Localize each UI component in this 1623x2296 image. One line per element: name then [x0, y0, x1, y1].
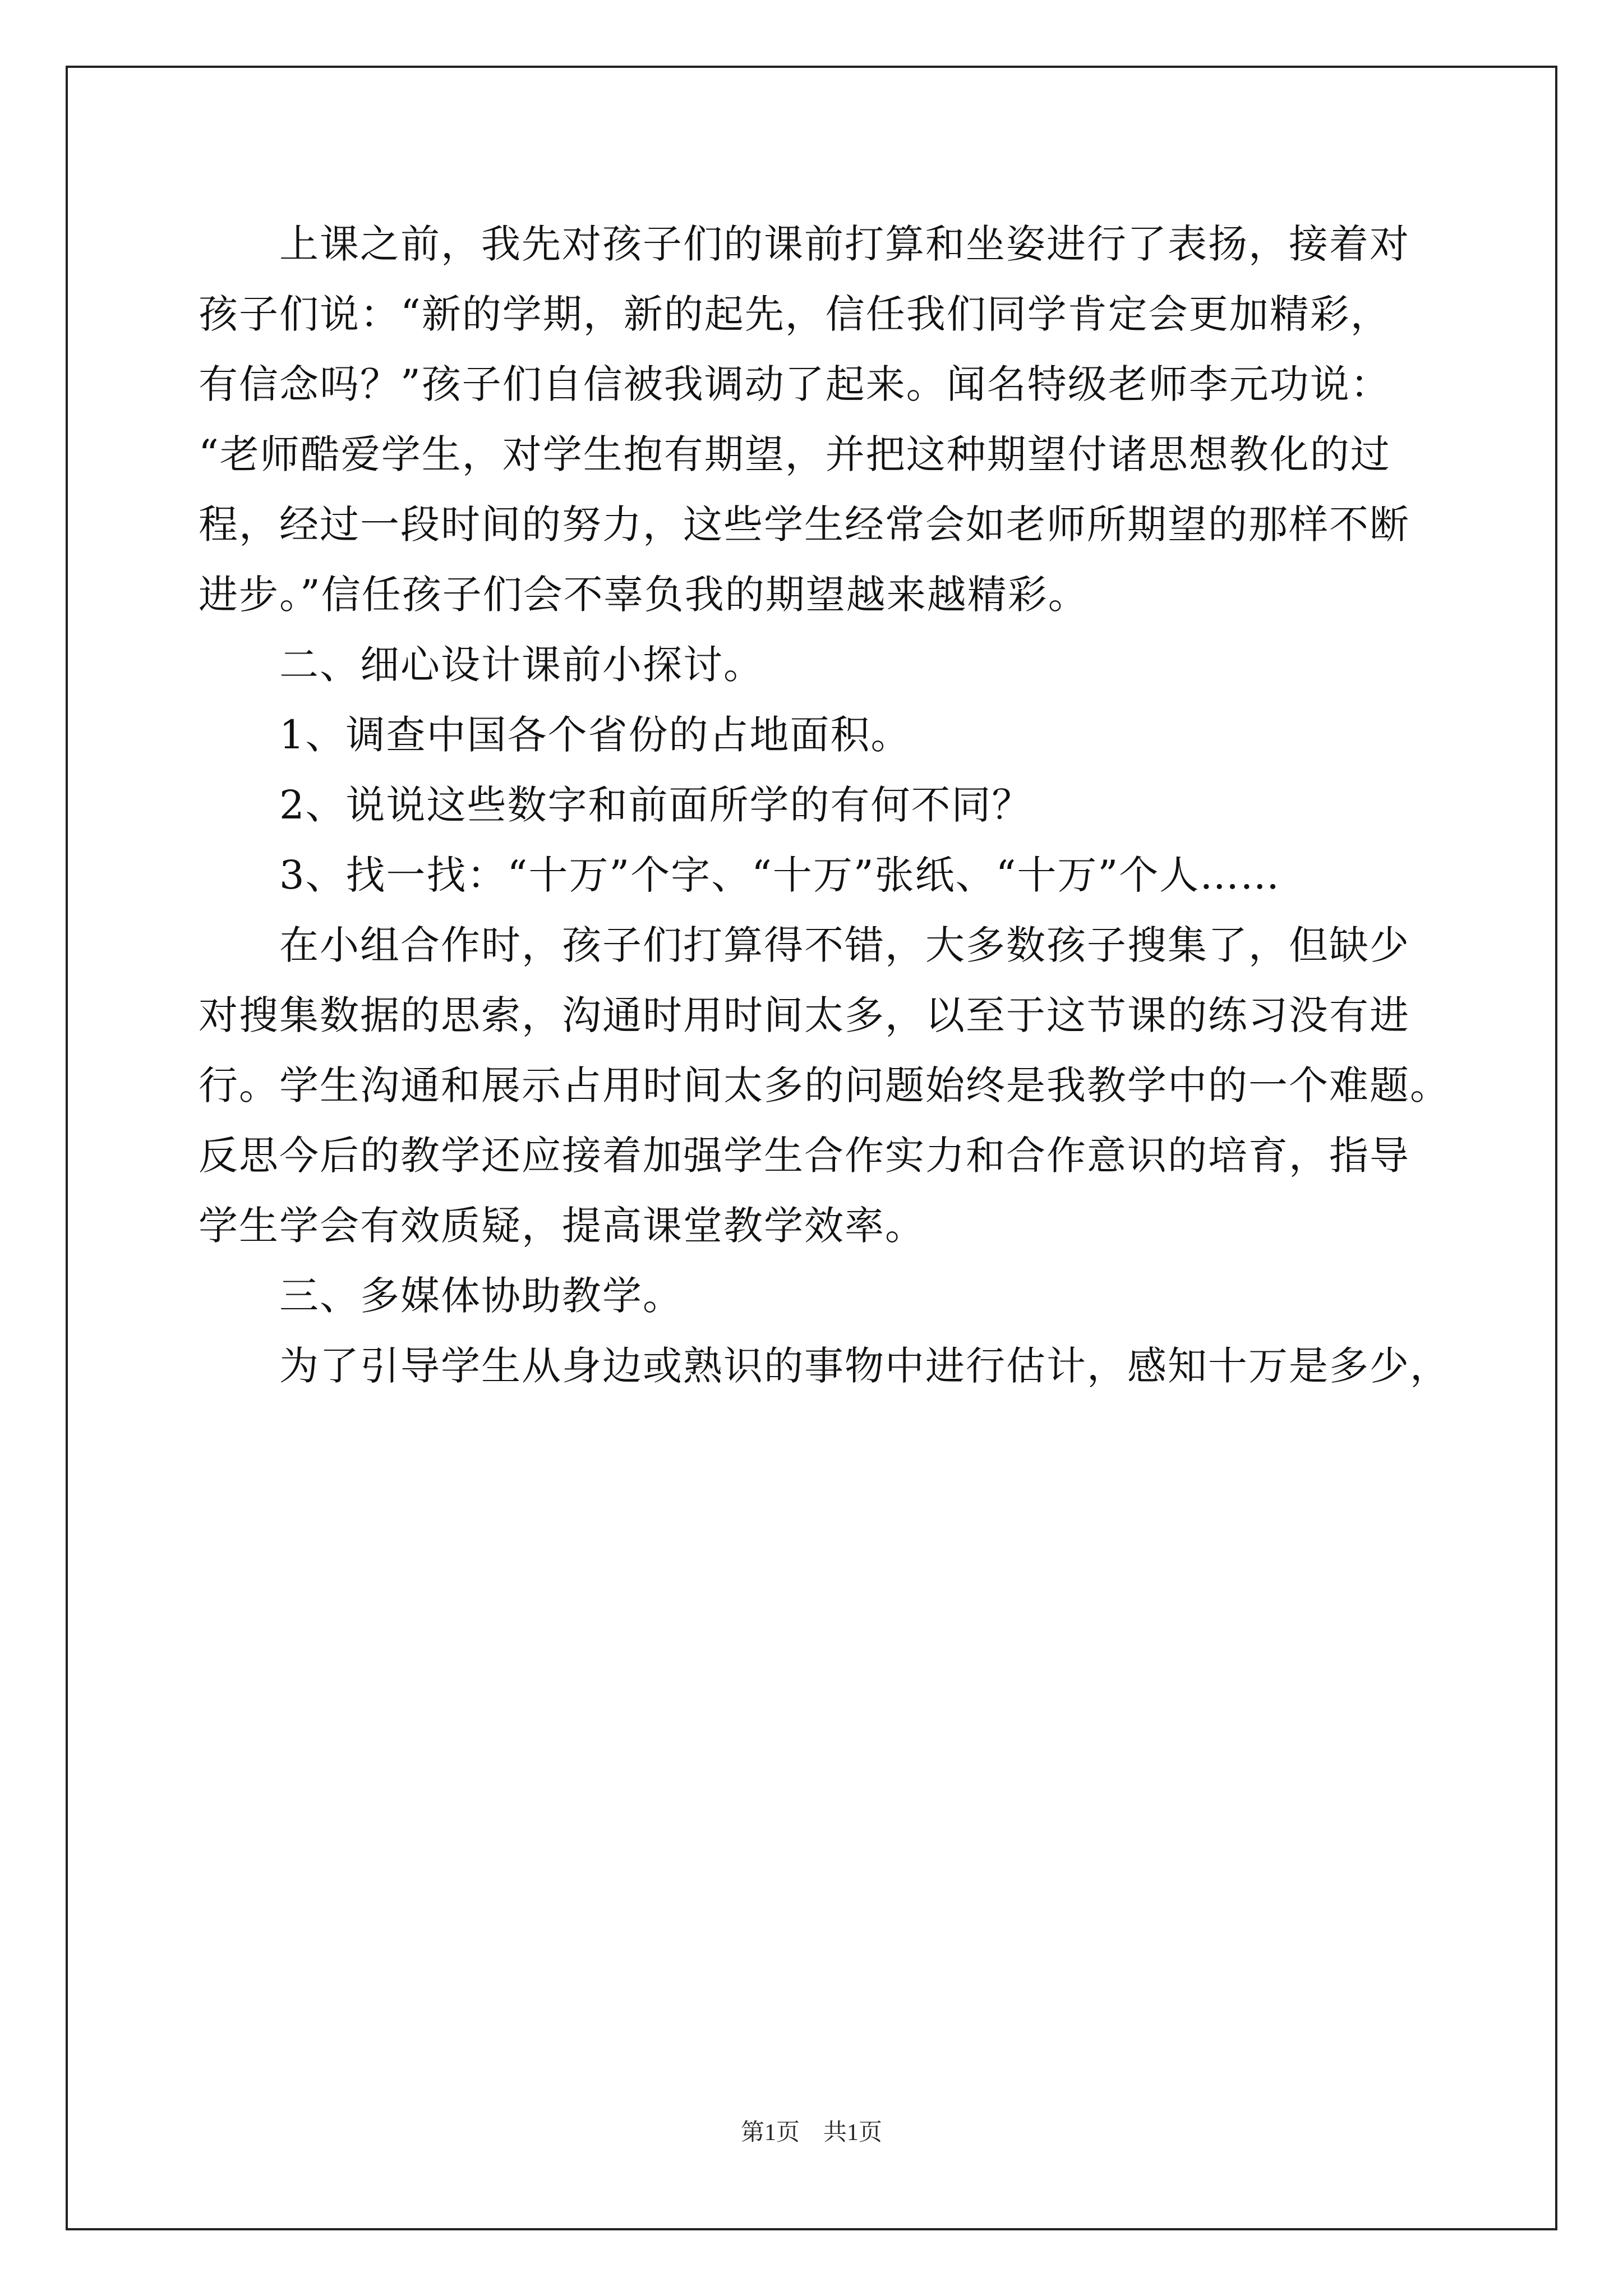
text-line: 为了引导学生从身边或熟识的事物中进行估计，感知十万是多少， — [199, 1343, 1450, 1389]
text-line: 上课之前，我先对孩子们的课前打算和坐姿进行了表扬，接着对 — [199, 221, 1410, 267]
text-line: 进步。”信任孩子们会不辜负我的期望越来越精彩。 — [199, 572, 1089, 618]
section-heading: 三、多媒体协助教学。 — [199, 1273, 683, 1319]
text-line: 学生学会有效质疑，提高课堂教学效率。 — [199, 1203, 925, 1249]
text-line: 在小组合作时，孩子们打算得不错，大多数孩子搜集了，但缺少 — [199, 922, 1410, 968]
list-item: 3、找一找：“十万”个字、“十万”张纸、“十万”个人…… — [199, 852, 1281, 898]
text-line: “老师酷爱学生，对学生抱有期望，并把这种期望付诸思想教化的过 — [199, 431, 1391, 477]
list-item: 1、调查中国各个省份的占地面积。 — [199, 712, 911, 758]
list-item: 2、说说这些数字和前面所学的有何不同？ — [199, 782, 1032, 828]
text-line: 程，经过一段时间的努力，这些学生经常会如老师所期望的那样不断 — [199, 501, 1410, 547]
page-footer: 第1页 共1页 — [740, 2120, 882, 2146]
text-line: 反思今后的教学还应接着加强学生合作实力和合作意识的培育，指导 — [199, 1133, 1410, 1179]
text-line: 对搜集数据的思索，沟通时用时间太多，以至于这节课的练习没有进 — [199, 992, 1410, 1038]
text-line: 有信念吗？”孩子们自信被我调动了起来。闻名特级老师李元功说： — [199, 361, 1391, 407]
section-heading: 二、细心设计课前小探讨。 — [199, 642, 764, 688]
text-line: 孩子们说：“新的学期，新的起先，信任我们同学肯定会更加精彩， — [199, 291, 1391, 337]
text-line: 行。学生沟通和展示占用时间太多的问题始终是我教学中的一个难题。 — [199, 1062, 1450, 1108]
